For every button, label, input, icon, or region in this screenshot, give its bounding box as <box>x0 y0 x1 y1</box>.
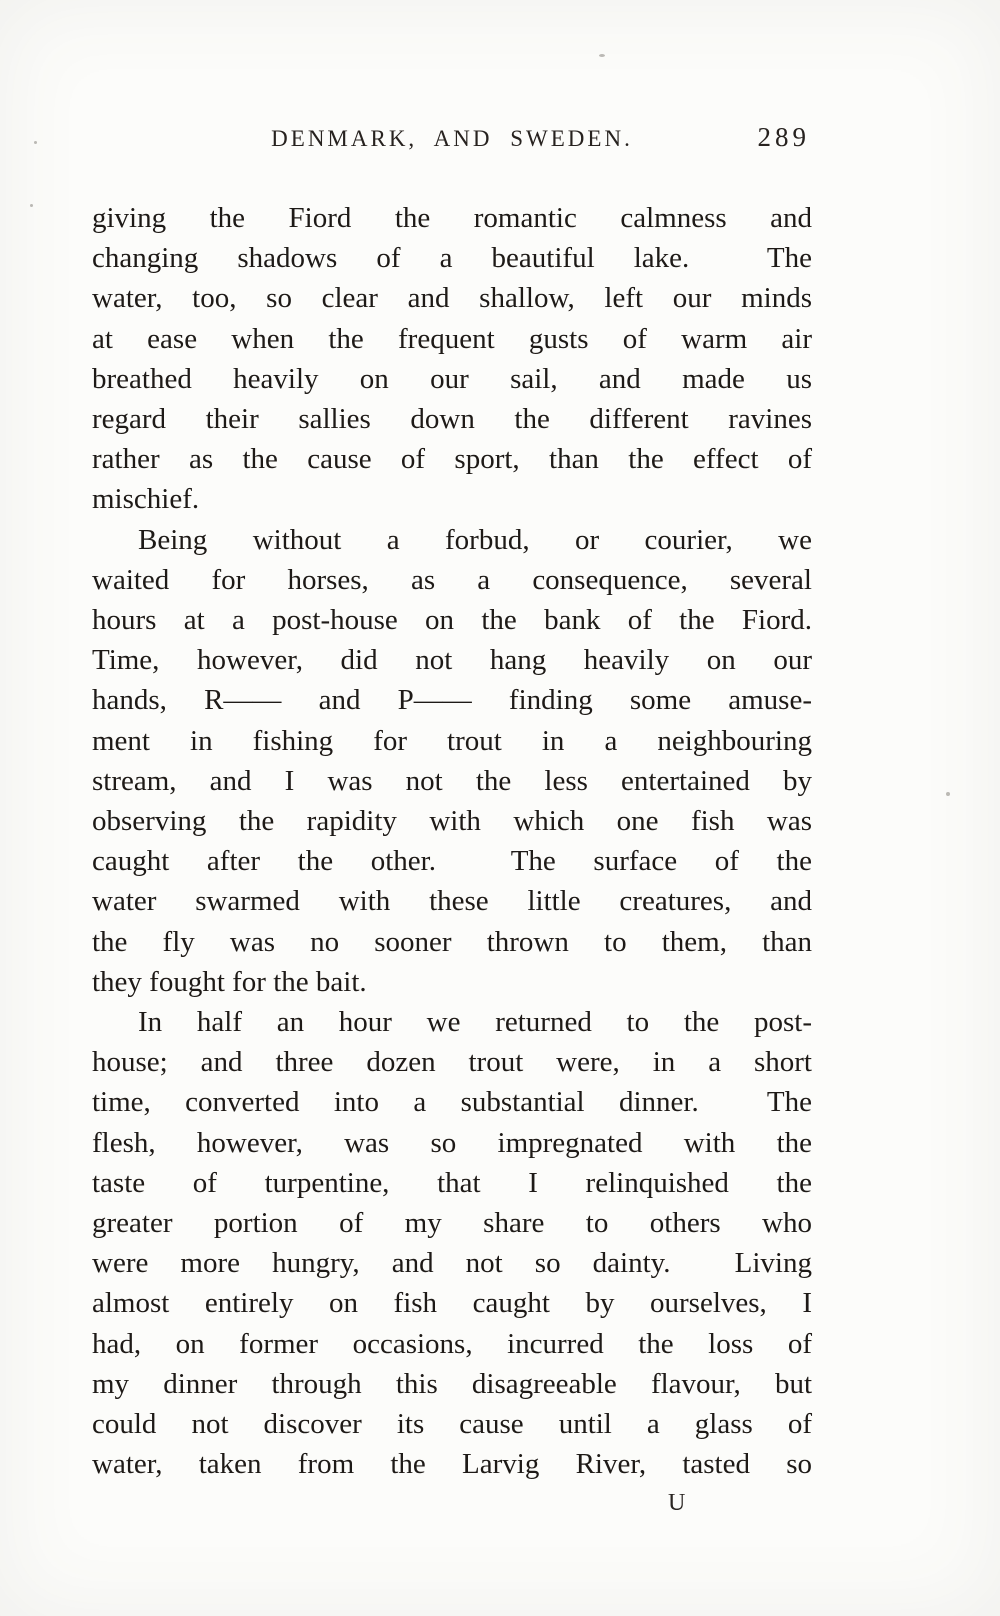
text-line: observing the rapidity with which one fish was <box>92 805 812 838</box>
text-line: stream, and I was not the less entertained by <box>92 764 812 797</box>
scan-speck <box>599 54 605 57</box>
text-line: water swarmed with these little creatures, and <box>92 885 812 918</box>
text-line: rather as the cause of sport, than the effect of <box>92 443 812 476</box>
text-line: the fly was no sooner thrown to them, than <box>92 925 812 958</box>
text-line: almost entirely on fish caught by ourselves, I <box>92 1287 812 1320</box>
text-line: time, converted into a substantial dinner. The <box>92 1086 812 1119</box>
text-line: ment in fishing for trout in a neighbouring <box>92 724 812 757</box>
text-line: In half an hour we returned to the post- <box>138 1006 812 1039</box>
text-line: they fought for the bait. <box>92 965 367 998</box>
text-line: flesh, however, was so impregnated with the <box>92 1126 812 1159</box>
text-line: caught after the other. The surface of the <box>92 845 812 878</box>
scan-speck <box>34 141 37 144</box>
text-line: changing shadows of a beautiful lake. The <box>92 242 812 275</box>
text-line: had, on former occasions, incurred the loss of <box>92 1327 812 1360</box>
text-line: could not discover its cause until a glass of <box>92 1408 812 1441</box>
page-header <box>92 122 812 164</box>
text-line: Being without a forbud, or courier, we <box>138 523 812 556</box>
text-line: water, taken from the Larvig River, tasted so <box>92 1448 812 1481</box>
running-title: DENMARK, AND SWEDEN. <box>271 126 633 151</box>
text-line: at ease when the frequent gusts of warm air <box>92 322 812 355</box>
text-line: giving the Fiord the romantic calmness and <box>92 202 812 234</box>
text-line: waited for horses, as a consequence, several <box>92 563 812 596</box>
text-line: regard their sallies down the different ravines <box>92 403 812 436</box>
text-line: hours at a post-house on the bank of the Fiord. <box>92 604 812 637</box>
text-line: taste of turpentine, that I relinquished the <box>92 1166 812 1199</box>
text-line: breathed heavily on our sail, and made us <box>92 362 812 395</box>
text-line: Time, however, did not hang heavily on our <box>92 644 812 677</box>
text-line: were more hungry, and not so dainty. Living <box>92 1247 812 1280</box>
text-line: water, too, so clear and shallow, left our minds <box>92 282 812 315</box>
text-line: mischief. <box>92 483 200 516</box>
text-line: my dinner through this disagreeable flavour, but <box>92 1367 812 1400</box>
signature-mark: U <box>668 1490 686 1516</box>
scan-speck <box>946 792 950 796</box>
page-number: 289 <box>757 122 810 152</box>
page-body <box>92 198 812 1485</box>
text-line: hands, R—— and P—— finding some amuse- <box>92 684 812 717</box>
scan-speck <box>30 204 33 207</box>
text-line: greater portion of my share to others who <box>92 1207 812 1240</box>
text-line: house; and three dozen trout were, in a short <box>92 1046 812 1079</box>
